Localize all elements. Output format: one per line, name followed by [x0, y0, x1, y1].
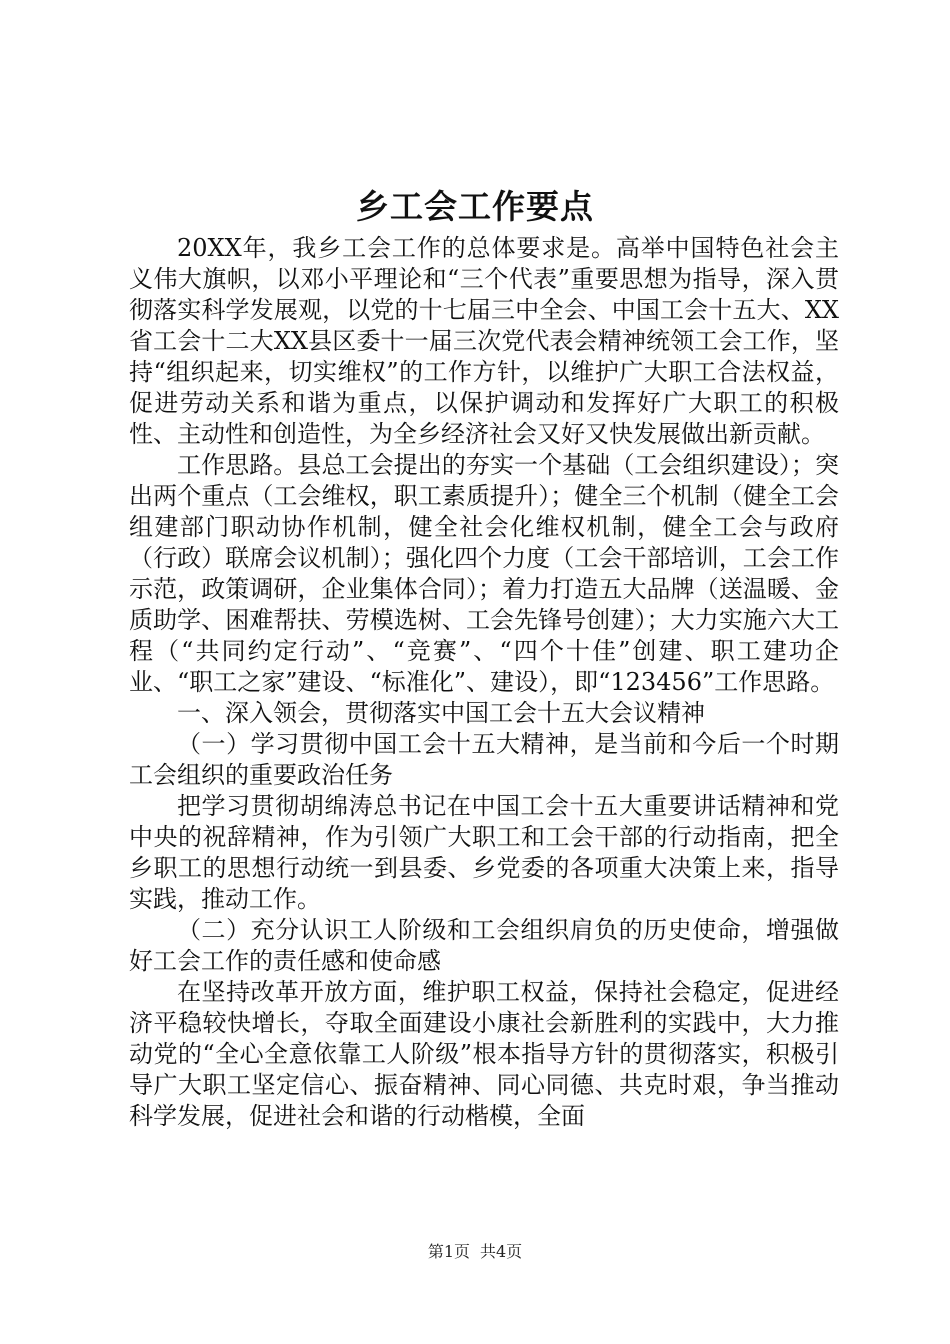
paragraph-overall-requirements: 20XX年，我乡工会工作的总体要求是。高举中国特色社会主义伟大旗帜，以邓小平理论和“三个代表”重要思想为指导，深入贯彻落实科学发展观，以党的十七届三中全会、中国工会十五大、XX省工会十二大XX县区委十一届三次党代表会精神统领工会工作，坚持“组织起来，切实维权”的工作方针，以维护广大职工合法权益，促进劳动关系和谐为重点，以保护调动和发挥好广大职工的积极性、主动性和创造性，为全乡经济社会又好又快发展做出新贡献。 [129, 234, 839, 448]
page-footer [0, 1240, 950, 1264]
paragraph-study-spirit: 把学习贯彻胡绵涛总书记在中国工会十五大重要讲话精神和党中央的祝辞精神，作为引领广大职工和工会干部的行动指南，把全乡职工的思想行动统一到县委、乡党委的各项重大决策上来，指导实践，推动工作。 [129, 792, 839, 913]
page-total: 共4页 [480, 1242, 523, 1261]
document-title: 乡工会工作要点 [356, 187, 594, 226]
subsection-heading-1-1: （一）学习贯彻中国工会十五大精神，是当前和今后一个时期工会组织的重要政治任务 [129, 730, 839, 789]
section-heading-1: 一、深入领会，贯彻落实中国工会十五大会议精神 [177, 699, 705, 727]
subsection-heading-1-2: （二）充分认识工人阶级和工会组织肩负的历史使命，增强做好工会工作的责任感和使命感 [129, 916, 839, 975]
page-number: 第1页 [427, 1242, 470, 1261]
document-body [129, 233, 839, 1132]
paragraph-mission: 在坚持改革开放方面，维护职工权益，保持社会稳定，促进经济平稳较快增长，夺取全面建设小康社会新胜利的实践中，大力推动党的“全心全意依靠工人阶级”根本指导方针的贯彻落实，积极引导广大职工坚定信心、振奋精神、同心同德、共克时艰，争当推动科学发展，促进社会和谐的行动楷模，全面 [129, 978, 839, 1130]
paragraph-work-approach: 工作思路。县总工会提出的夯实一个基础（工会组织建设）；突出两个重点（工会维权，职工素质提升）；健全三个机制（健全工会组建部门职动协作机制，健全社会化维权机制，健全工会与政府（行政）联席会议机制）；强化四个力度（工会干部培训，工会工作示范，政策调研，企业集体合同）；着力打造五大品牌（送温暖、金质助学、困难帮扶、劳模选树、工会先锋号创建）；大力实施六大工程（“共同约定行动”、“竞赛”、“四个十佳”创建、职工建功企业、“职工之家”建设、“标准化”、建设），即“123456”工作思路。 [129, 451, 839, 696]
